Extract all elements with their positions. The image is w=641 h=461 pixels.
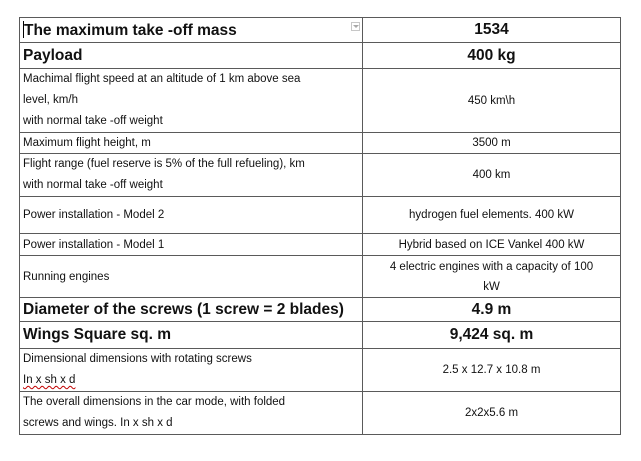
table-row	[20, 154, 621, 197]
table-row	[20, 18, 621, 43]
table-row	[20, 69, 621, 133]
table-cell-value: 9,424 sq. m	[363, 322, 621, 349]
table-cell-value: 400 kg	[363, 43, 621, 69]
table-cell-value: 2x2x5.6 m	[363, 392, 621, 435]
table-row	[20, 298, 621, 322]
table-cell-label: Diameter of the screws (1 screw = 2 blades)	[20, 298, 363, 322]
table-row	[20, 234, 621, 256]
table-row	[20, 322, 621, 349]
table-cell-label: Power installation - Model 1	[20, 234, 363, 256]
table-row	[20, 392, 621, 435]
table-cell-value: hydrogen fuel elements. 400 kW	[363, 197, 621, 234]
spellcheck-underline: In x sh x d	[23, 374, 76, 386]
table-row	[20, 256, 621, 298]
table-cell-label: Wings Square sq. m	[20, 322, 363, 349]
table-cell-label[interactable]: The maximum take -off mass	[20, 18, 363, 43]
table-cell-label: Payload	[20, 43, 363, 69]
table-row	[20, 197, 621, 234]
table-cell-value: 400 km	[363, 154, 621, 197]
table-row	[20, 349, 621, 392]
table-cell-label: Dimensional dimensions with rotating screws In x sh x d	[20, 349, 363, 392]
table-row	[20, 43, 621, 69]
table-cell-label: Machimal flight speed at an altitude of 1 km above sea level, km/h with normal take -off weight	[20, 69, 363, 133]
table-cell-value: 450 km\h	[363, 69, 621, 133]
table-cell-label: Maximum flight height, m	[20, 133, 363, 154]
table-cell-label: Running engines	[20, 256, 363, 298]
table-cell-value: Hybrid based on ICE Vankel 400 kW	[363, 234, 621, 256]
table-cell-label: Power installation - Model 2	[20, 197, 363, 234]
dropdown-icon[interactable]	[351, 22, 360, 31]
table-cell-value: 4 electric engines with a capacity of 100 kW	[363, 256, 621, 298]
table-cell-label: Flight range (fuel reserve is 5% of the full refueling), km with normal take -off weight	[20, 154, 363, 197]
table-cell-value: 1534	[363, 18, 621, 43]
table-cell-label: The overall dimensions in the car mode, with folded screws and wings. In x sh x d	[20, 392, 363, 435]
spec-table	[19, 17, 621, 435]
table-cell-value: 2.5 x 12.7 x 10.8 m	[363, 349, 621, 392]
table-cell-value: 3500 m	[363, 133, 621, 154]
table-cell-value: 4.9 m	[363, 298, 621, 322]
table-row	[20, 133, 621, 154]
